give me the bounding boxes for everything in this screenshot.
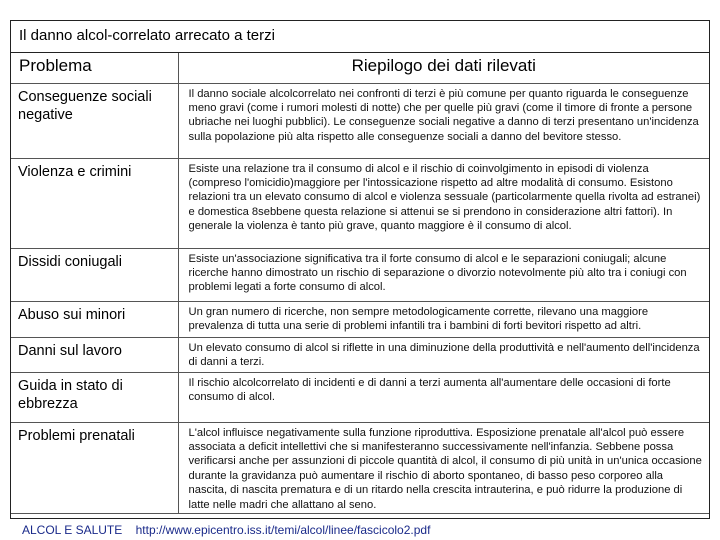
row-problem: Violenza e crimini [11,158,178,248]
slide-frame [10,20,710,519]
footer [22,523,440,537]
row-summary: Esiste un'associazione significativa tra il forte consumo di alcol e le separazioni coniugali; alcune ricerche hanno dimostrato un rischio di separazione o divorzio notevolmente più alto tra i coniugi con problemi legati a forte consumo di alcol. [178,248,709,301]
table-row [11,248,709,301]
table-row [11,422,709,514]
table-row [11,337,709,372]
row-problem: Danni sul lavoro [11,337,178,372]
column-header-problem: Problema [11,53,178,83]
table-row [11,301,709,337]
row-problem: Problemi prenatali [11,422,178,514]
row-problem: Dissidi coniugali [11,248,178,301]
row-summary: Il danno sociale alcolcorrelato nei confronti di terzi è più comune per quanto riguarda le conseguenze meno gravi (come i rumori molesti di notte) che per quelle più gravi (come il timore di fronte a persone ubriache nei luoghi pubblici). Le conseguenze sociali negative a danno di terzi presentano un'incidenza sulla popolazione più alta rispetto alle conseguenze sociali a danno del bevitore stesso. [178,83,709,158]
table-row [11,83,709,158]
summary-table [11,53,709,514]
row-summary: L'alcol influisce negativamente sulla funzione riproduttiva. Esposizione prenatale all'alcol può essere associata a deficit intellettivi che si manifesteranno successivamente nell'infanzia. Sebbene possa verificarsi anche per assunzioni di piccole quantità di alcol, il consumo di più unità in un'unica occasione durante la gravidanza può aumentare il rischio di aborto spontaneo, di basso peso corporeo alla nascita, di nascita prematura e di un ritardo nella crescita intrauterina, e può ridurre la produzione di latte nelle madri che allattano al seno. [178,422,709,514]
table-row [11,372,709,422]
row-summary: Un elevato consumo di alcol si riflette in una diminuzione della produttività e nell'aumento dell'incidenza di danni a terzi. [178,337,709,372]
row-summary: Esiste una relazione tra il consumo di alcol e il rischio di coinvolgimento in episodi di violenza (compreso l'omicidio)maggiore per l'intossicazione rispetto ad altre modalità di consumo. Esistono relazioni tra un elevato consumo di alcol e violenza sessuale (particolarmente quella rivolta ad estranei) e domestica 8sebbene questa relazione si attenui se si prendono in considerazione altri fattori). In generale la violenza è tanto più grave, quanto maggiore è il consumo di alcol. [178,158,709,248]
row-problem: Conseguenze sociali negative [11,83,178,158]
row-summary: Un gran numero di ricerche, non sempre metodologicamente corrette, rilevano una maggiore prevalenza di tutta una serie di problemi infantili tra i bambini di forti bevitori rispetto ad altri. [178,301,709,337]
column-header-summary: Riepilogo dei dati rilevati [178,53,709,83]
table-header-row [11,53,709,83]
footer-source: ALCOL E SALUTE [22,523,123,537]
table-row [11,158,709,248]
footer-link[interactable]: http://www.epicentro.iss.it/temi/alcol/linee/fascicolo2.pdf [135,523,431,537]
slide-title: Il danno alcol-correlato arrecato a terzi [11,21,709,53]
row-summary: Il rischio alcolcorrelato di incidenti e di danni a terzi aumenta all'aumentare delle occasioni di forte consumo di alcol. [178,372,709,422]
row-problem: Guida in stato di ebbrezza [11,372,178,422]
row-problem: Abuso sui minori [11,301,178,337]
